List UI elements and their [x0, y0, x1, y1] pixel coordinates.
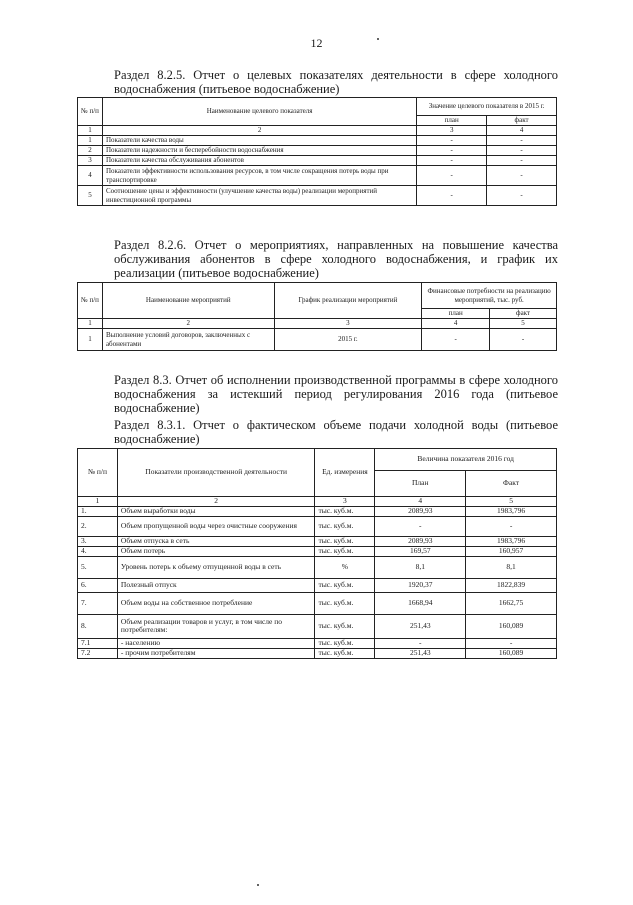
table-row: 1 Показатели качества воды - - — [78, 136, 557, 146]
col-num-header: № п/п — [78, 283, 103, 319]
table-row: 1. Объем выработки воды тыс. куб.м. 2089,93 1983,796 — [78, 506, 557, 516]
heading-text: Раздел 8.2.5. Отчет о целевых показателях деятельности в сфере холодного водоснабжения (питьевое водоснабжение) — [114, 68, 558, 96]
table-row: 3 Показатели качества обслуживания абонентов - - — [78, 156, 557, 166]
table-row: 7.1 - населению тыс. куб.м. - - — [78, 638, 557, 648]
table-row: 7.2 - прочим потребителям тыс. куб.м. 251,43 160,089 — [78, 648, 557, 658]
heading-text: Раздел 8.2.6. Отчет о мероприятиях, направленных на повышение качества обслуживания абонентов в сфере холодного водоснабжения, и график их реализации (питьевое водоснабжение) — [114, 238, 558, 280]
col-fact-header: факт — [490, 309, 557, 319]
heading-text: Раздел 8.3. Отчет об исполнении производственной программы в сфере холодного водоснабжения за истекший период регулирования 2016 года (питьевое водоснабжение) — [114, 373, 558, 415]
table-row: 5 Соотношение цены и эффективности (улучшение качества воды) реализации мероприятий инвестиционной программы - - — [78, 186, 557, 206]
table-row: 1 Выполнение условий договоров, заключенных с абонентами 2015 г. - - — [78, 329, 557, 351]
col-fact-header: факт — [487, 116, 557, 126]
index-row: 1 2 3 4 5 — [78, 497, 557, 507]
page-number: 12 — [310, 36, 323, 50]
table-water-supply-volume — [77, 448, 557, 659]
table-service-measures — [77, 282, 557, 351]
col-fin-header: Финансовые потребности на реализацию мероприятий, тыс. руб. — [422, 283, 557, 309]
table-row: 5. Уровень потерь к объему отпущенной воды в сеть % 8,1 8,1 — [78, 556, 557, 578]
col-name-header: Наименование целевого показателя — [102, 98, 416, 126]
col-unit-header: Ед. измерения — [315, 449, 375, 497]
table-row: 7. Объем воды на собственное потребление тыс. куб.м. 1668,94 1662,75 — [78, 592, 557, 614]
heading-text: Раздел 8.3.1. Отчет о фактическом объеме подачи холодной воды (питьевое водоснабжение) — [114, 418, 558, 446]
table-row: 2 Показатели надежности и бесперебойности водоснабжения - - — [78, 146, 557, 156]
table-row: 2. Объем пропущенной воды через очистные сооружения тыс. куб.м. - - — [78, 516, 557, 536]
table-row: 6. Полезный отпуск тыс. куб.м. 1920,37 1822,839 — [78, 578, 557, 592]
col-name-header: Наименование мероприятий — [102, 283, 274, 319]
col-plan-header: План — [375, 471, 466, 497]
section-8-3-1-heading — [88, 418, 558, 446]
index-row: 1 2 3 4 5 — [78, 319, 557, 329]
table-row: 4. Объем потерь тыс. куб.м. 169,57 160,957 — [78, 546, 557, 556]
col-plan-header: план — [417, 116, 487, 126]
col-schedule-header: График реализации мероприятий — [274, 283, 422, 319]
section-8-3-heading — [88, 373, 558, 415]
section-8-2-6-heading — [88, 238, 558, 280]
col-name-header: Показатели производственной деятельности — [117, 449, 315, 497]
col-value-header: Значение целевого показателя в 2015 г. — [417, 98, 557, 116]
col-value-header: Величина показателя 2016 год — [375, 449, 557, 471]
col-plan-header: план — [422, 309, 490, 319]
col-num-header: № п/п — [78, 98, 103, 126]
section-8-2-5-heading — [88, 68, 558, 96]
table-target-indicators — [77, 97, 557, 206]
table-row: 4 Показатели эффективности использования ресурсов, в том числе сокращения потерь воды при транспортировке - - — [78, 166, 557, 186]
scan-speck — [377, 38, 379, 40]
table-row: 3. Объем отпуска в сеть тыс. куб.м. 2089,93 1983,796 — [78, 536, 557, 546]
table-row: 8. Объем реализации товаров и услуг, в том числе по потребителям: тыс. куб.м. 251,43 160,089 — [78, 614, 557, 638]
index-row: 1 2 3 4 — [78, 126, 557, 136]
scan-speck — [257, 884, 259, 886]
col-num-header: № п/п — [78, 449, 118, 497]
col-fact-header: Факт — [466, 471, 557, 497]
